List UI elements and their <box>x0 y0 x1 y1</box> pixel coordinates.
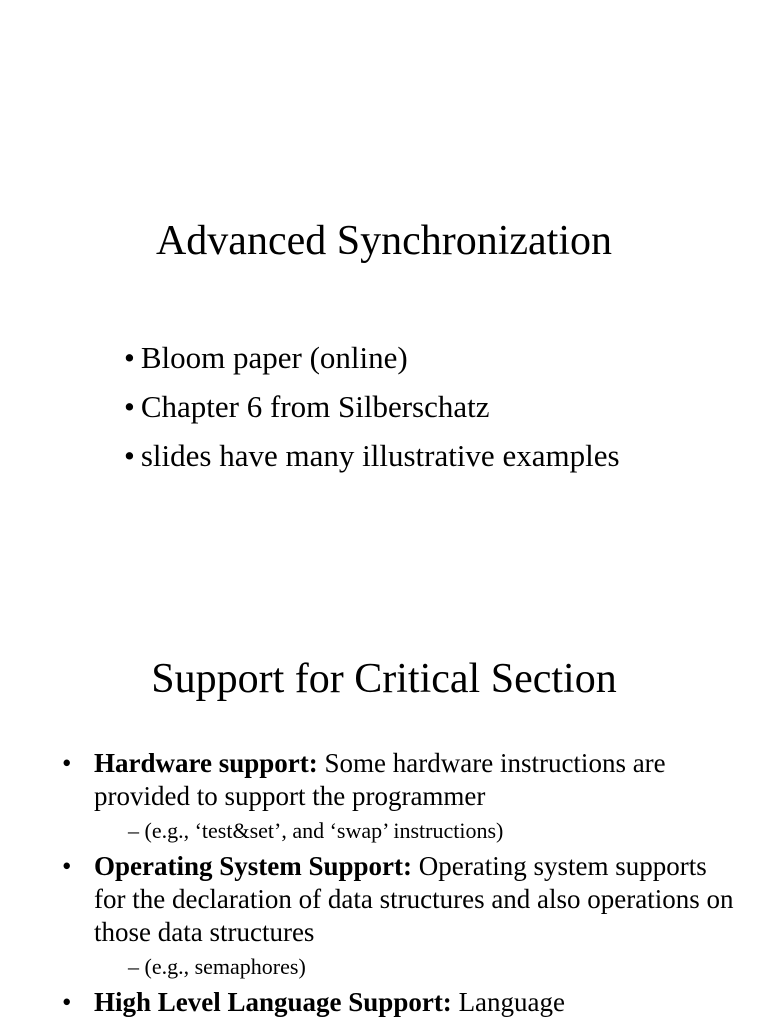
bullet-text: Bloom paper (online) <box>140 340 408 375</box>
bullet-icon: • <box>62 851 72 881</box>
bullet-icon: • <box>124 340 135 375</box>
sub-bullet: – (e.g., ‘test&set’, and ‘swap’ instructions) <box>128 818 504 843</box>
list-item <box>124 333 620 382</box>
bullet-text: Operating system supports for the declaration of data structures and also operations on those data structures <box>94 851 734 947</box>
list-item <box>62 850 742 982</box>
slide-critical-section-support <box>0 545 768 1024</box>
bullet-heading: Hardware support: <box>94 748 318 778</box>
bullet-list <box>62 747 742 1021</box>
list-item <box>124 431 620 480</box>
sub-bullet: – (e.g., semaphores) <box>128 954 306 979</box>
list-item <box>124 382 620 431</box>
list-item <box>62 986 742 1019</box>
bullet-icon: • <box>62 987 72 1017</box>
bullet-icon: • <box>62 748 72 778</box>
bullet-text: Language <box>451 987 566 1017</box>
bullet-icon: • <box>124 438 135 473</box>
bullet-icon: • <box>124 389 135 424</box>
bullet-list <box>124 333 620 480</box>
bullet-text: Some hardware instructions are provided to support the programmer <box>94 748 666 811</box>
bullet-heading: Operating System Support: <box>94 851 413 881</box>
bullet-text: slides have many illustrative examples <box>140 438 620 473</box>
slide-title: Support for Critical Section <box>151 656 617 702</box>
bullet-text: Chapter 6 from Silberschatz <box>140 389 490 424</box>
list-item <box>62 747 742 846</box>
bullet-heading: High Level Language Support: <box>94 987 452 1017</box>
slide-title: Advanced Synchronization <box>155 218 613 264</box>
